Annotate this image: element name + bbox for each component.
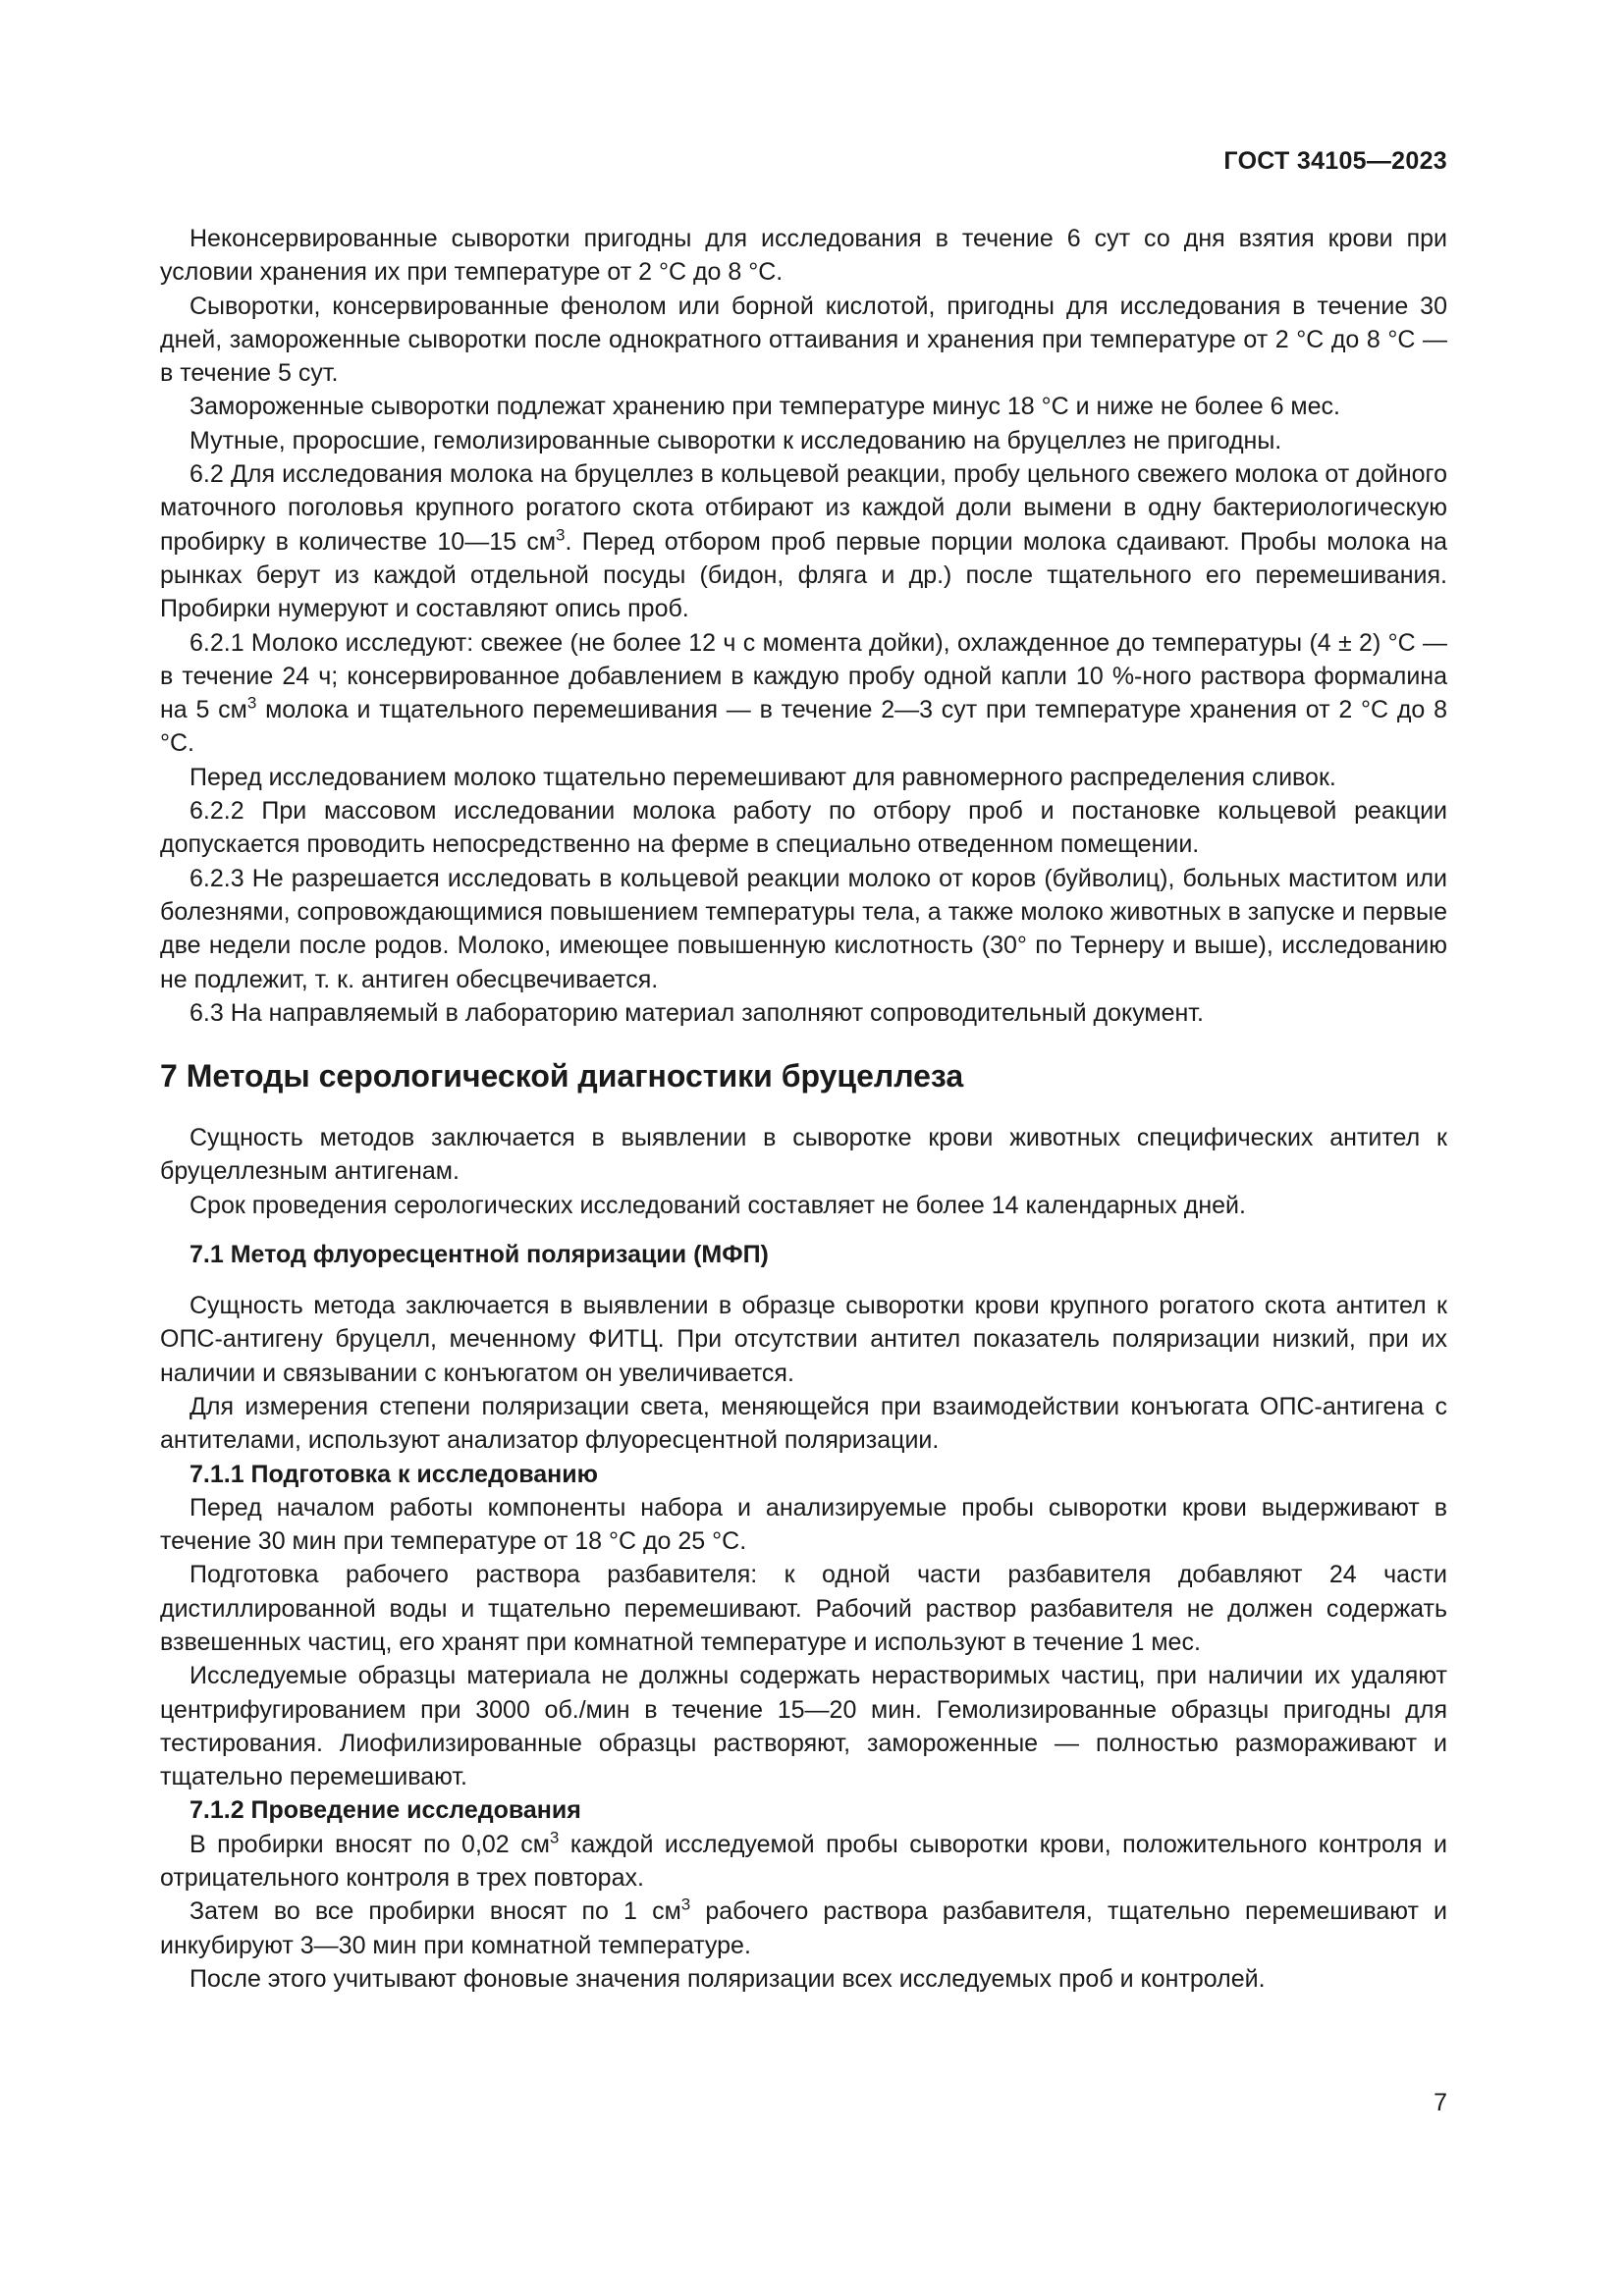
document-header: ГОСТ 34105—2023 — [1223, 147, 1447, 175]
paragraph-6-3: 6.3 На направляемый в лабораторию материал заполняют сопроводительный документ. — [189, 998, 1204, 1027]
paragraph: Срок проведения серологических исследований составляет не более 14 календарных дней. — [189, 1191, 1246, 1219]
superscript: 3 — [556, 525, 566, 545]
paragraph — [160, 1895, 1447, 1962]
text-span: 6.2.1 Молоко исследуют: свежее (не более 12 ч с момента дойки), охлажденное до температуры (4 ± 2) °С — в течение 24 ч; консервированное добавлением в каждую пробу одной капли 10 %-ного раствора формалина на 5 см — [160, 628, 1447, 724]
superscript: 3 — [549, 1828, 560, 1847]
paragraph-6-2-3: 6.2.3 Не разрешается исследовать в кольцевой реакции молоко от коров (буйволиц), больных маститом или болезнями, сопровождающимися повышением температуры тела, а также молоко животных в запуске и первые две недели после родов. Молоко, имеющее повышенную кислотность (30° по Тернеру и выше), исследованию не подлежит, т. к. антиген обесцвечивается. — [160, 864, 1447, 993]
paragraph: Сущность методов заключается в выявлении в сыворотке крови животных специфических антител к бруцеллезным антигенам. — [160, 1124, 1447, 1186]
paragraph: Замороженные сыворотки подлежат хранению при температуре минус 18 °С и ниже не более 6 мес. — [189, 393, 1340, 421]
paragraph — [160, 1828, 1447, 1896]
text-span: 6.2 Для исследования молока на бруцеллез в кольцевой реакции, пробу цельного свежего молока от дойного маточного поголовья крупного рогатого скота отбирают из каждой доли вымени в одну бактериологическую пробирку в количестве 10—15 см — [160, 460, 1447, 556]
section-7-1-1-heading: 7.1.1 Подготовка к исследованию — [189, 1460, 598, 1488]
text-span: Затем во все пробирки вносят по 1 см — [189, 1897, 681, 1926]
paragraph: Сыворотки, консервированные фенолом или борной кислотой, пригодны для исследования в течение 30 дней, замороженные сыворотки после однократного оттаивания и хранения при температуре от 2 °С до 8 °С — в течение 5 сут. — [160, 292, 1447, 388]
paragraph: Перед началом работы компоненты набора и анализируемые пробы сыворотки крови выдерживают в течение 30 мин при температуре от 18 °С до 25 °С. — [160, 1493, 1447, 1556]
paragraph-6-2-1 — [160, 626, 1447, 761]
section-7-heading: 7 Методы серологической диагностики бруцеллеза — [160, 1058, 964, 1095]
paragraph: Подготовка рабочего раствора разбавителя: к одной части разбавителя добавляют 24 части дистиллированной воды и тщательно перемешивают. Рабочий раствор разбавителя не должен содержать взвешенных частиц, его хранят при комнатной температуре и используют в течение 1 мес. — [160, 1561, 1447, 1656]
paragraph: Неконсервированные сыворотки пригодны для исследования в течение 6 сут со дня взятия крови при условии хранения их при температуре от 2 °С до 8 °С. — [160, 225, 1447, 287]
document-body — [160, 222, 1447, 1996]
text-span: рабочего раствора разбавителя, тщательно перемешивают и инкубируют 3—30 мин при комнатной температуре. — [160, 1897, 1448, 1959]
superscript: 3 — [680, 1896, 691, 1915]
text-span: В пробирки вносят по 0,02 см — [189, 1830, 550, 1858]
paragraph: Для измерения степени поляризации света, меняющейся при взаимодействии конъюгата ОПС-антигена с антителами, используют анализатор флуоресцентной поляризации. — [160, 1392, 1447, 1455]
section-7-1-heading: 7.1 Метод флуоресцентной поляризации (МФП) — [189, 1241, 769, 1269]
paragraph: Перед исследованием молоко тщательно перемешивают для равномерного распределения сливок. — [189, 763, 1336, 791]
paragraph-6-2-2: 6.2.2 При массовом исследовании молока работу по отбору проб и постановке кольцевой реакции допускается проводить непосредственно на ферме в специально отведенном помещении. — [160, 797, 1447, 859]
paragraph: Сущность метода заключается в выявлении в образце сыворотки крови крупного рогатого скота антител к ОПС-антигену бруцелл, меченному ФИТЦ. При отсутствии антител показатель поляризации низкий, при их наличии и связывании с конъюгатом он увеличивается. — [160, 1292, 1447, 1387]
paragraph-6-2 — [160, 457, 1447, 625]
page-number: 7 — [1434, 2089, 1447, 2116]
superscript: 3 — [246, 693, 257, 713]
section-7-1-2-heading: 7.1.2 Проведение исследования — [189, 1796, 581, 1825]
text-span: каждой исследуемой пробы сыворотки крови, положительного контроля и отрицательного контроля в трех повторах. — [160, 1830, 1448, 1893]
text-span: молока и тщательного перемешивания — в течение 2—3 сут при температуре хранения от 2 °С до 8 °С. — [160, 696, 1447, 758]
text-span: . Перед отбором проб первые порции молока сдаивают. Пробы молока на рынках берут из каждой отдельной посуды (бидон, фляга и др.) после тщательного его перемешивания. Пробирки нумеруют и составляют опись проб. — [160, 527, 1447, 623]
paragraph: Мутные, проросшие, гемолизированные сыворотки к исследованию на бруцеллез не пригодны. — [189, 426, 1282, 454]
paragraph: Исследуемые образцы материала не должны содержать нерастворимых частиц, при наличии их удаляют центрифугированием при 3000 об./мин в течение 15—20 мин. Гемолизированные образцы пригодны для тестирования. Лиофилизированные образцы растворяют, замороженные — полностью размораживают и тщательно перемешивают. — [160, 1662, 1447, 1791]
paragraph: После этого учитывают фоновые значения поляризации всех исследуемых проб и контролей. — [189, 1964, 1266, 1993]
